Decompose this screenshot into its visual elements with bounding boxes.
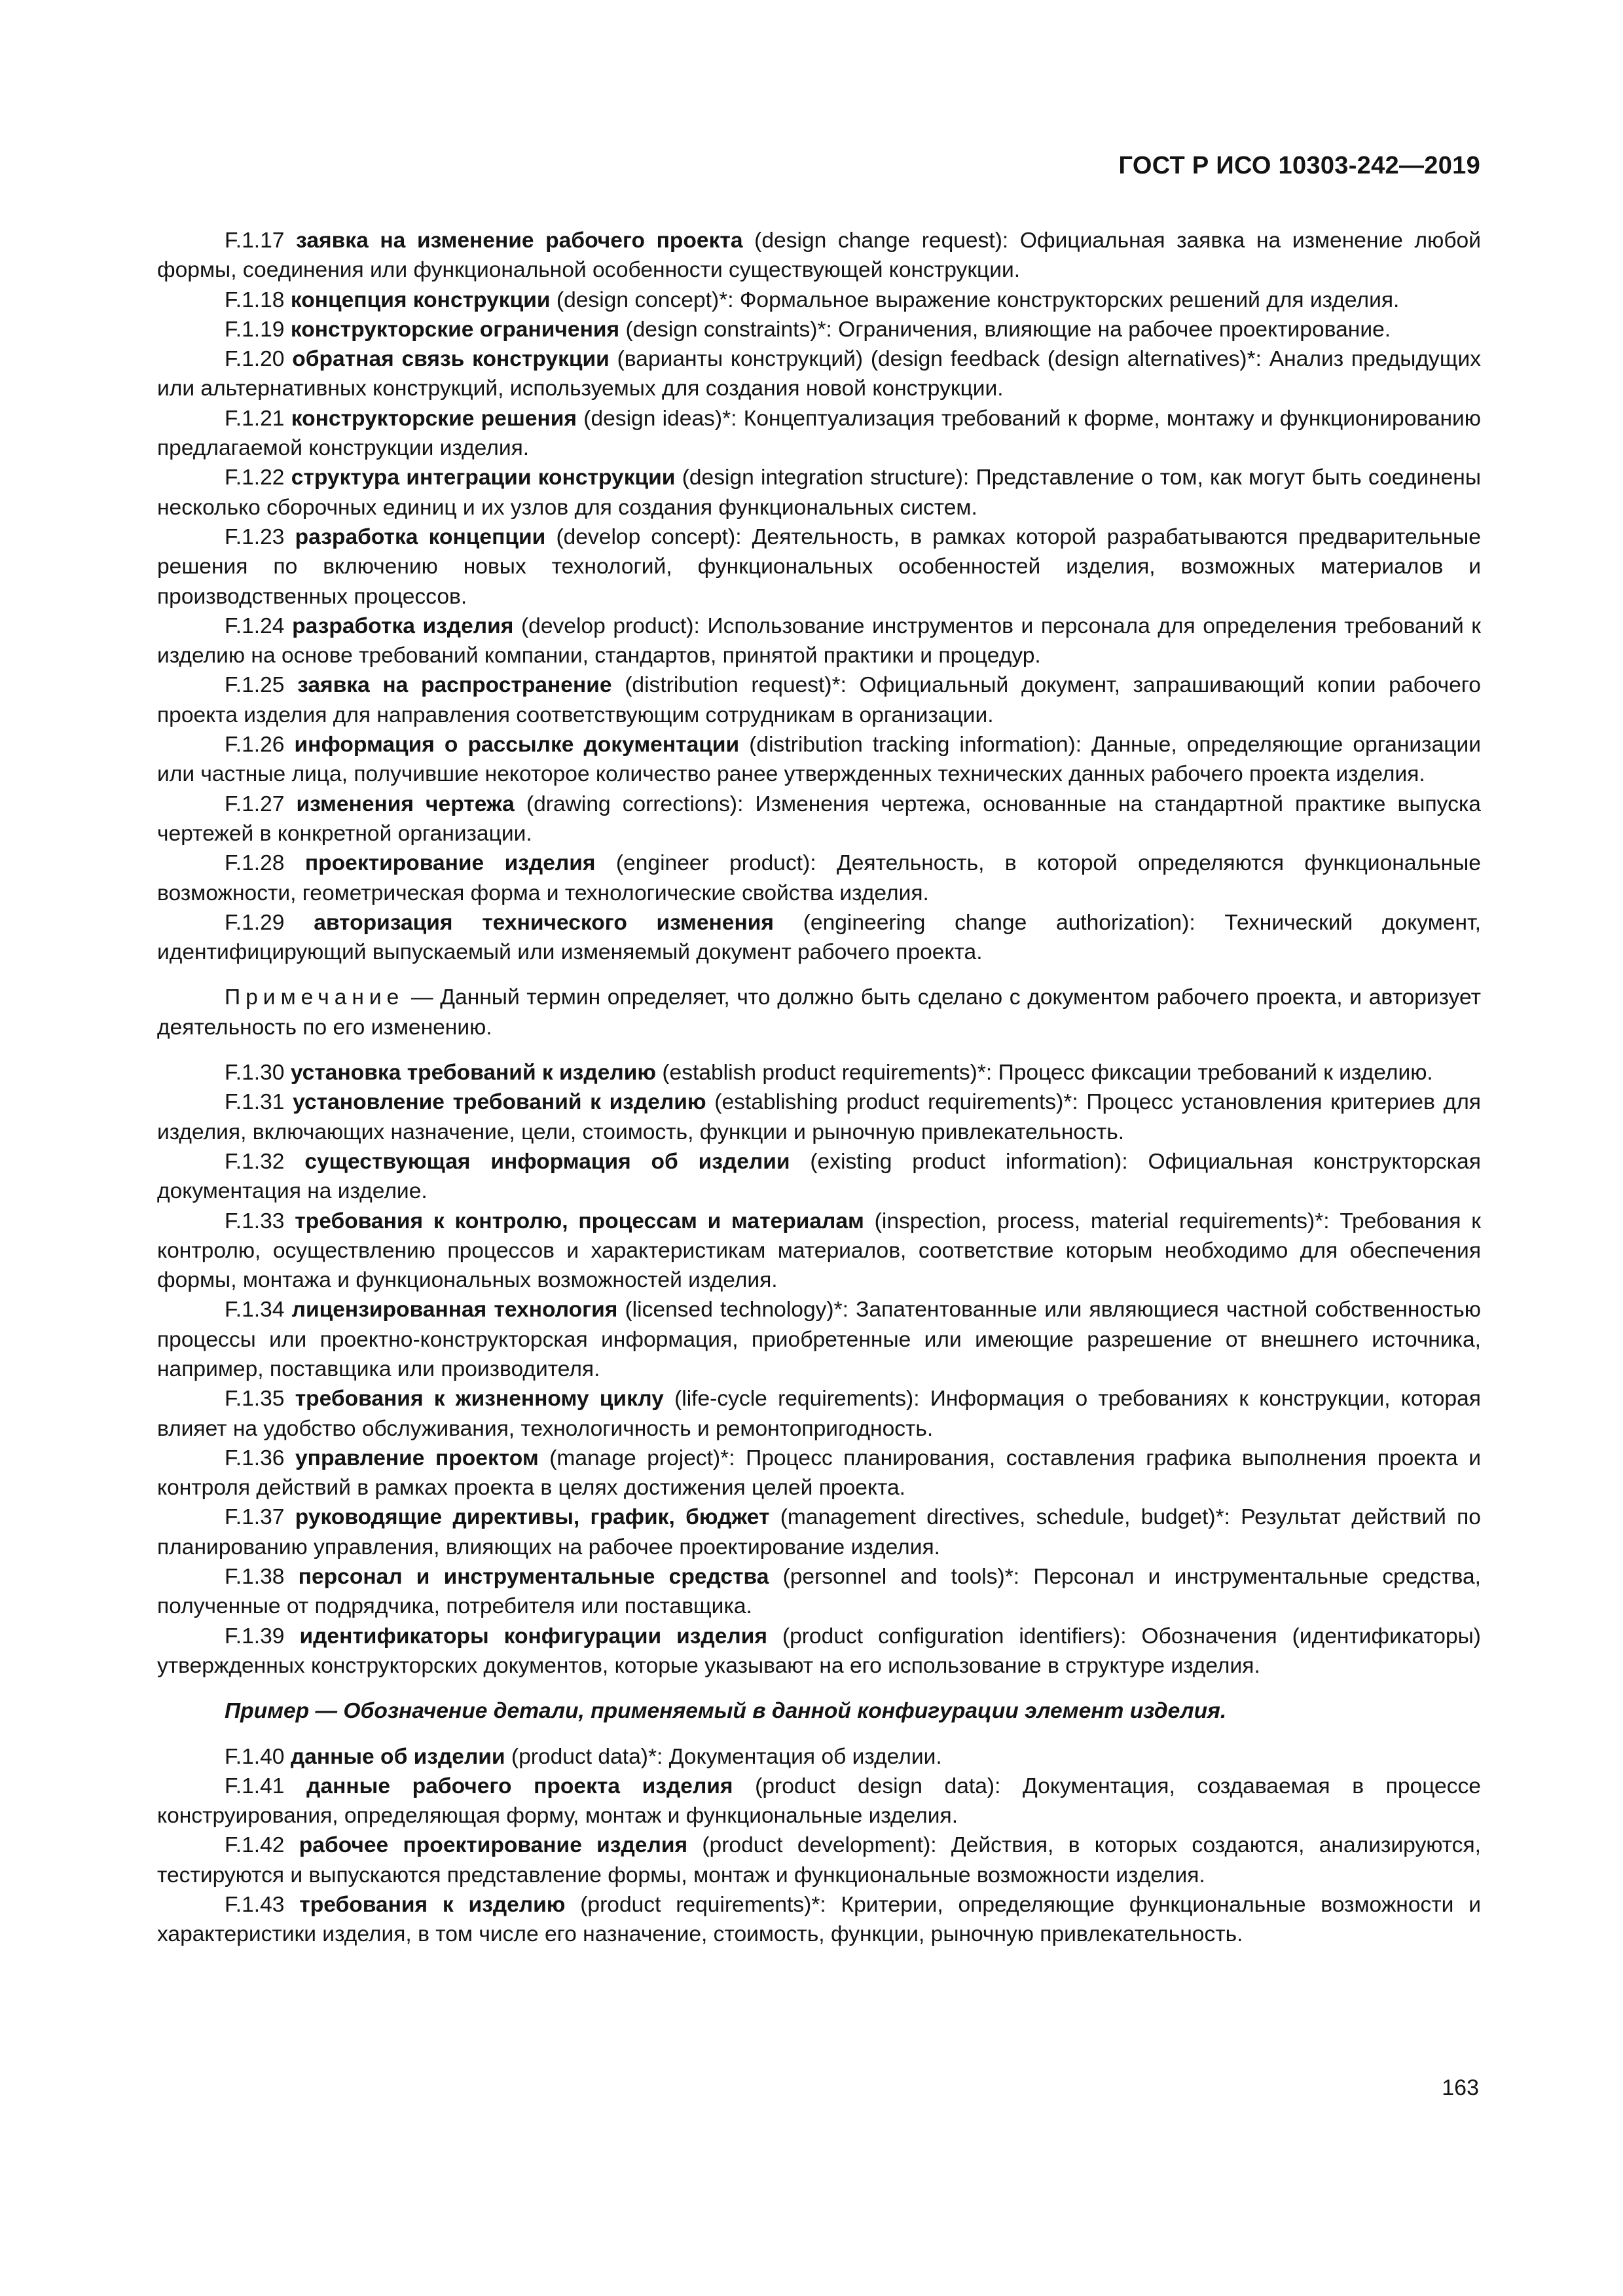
document-header: ГОСТ Р ИСО 10303-242—2019 [1118,152,1480,179]
entry-term: проектирование изделия [304,851,596,876]
page-number: 163 [1442,2075,1479,2100]
entry-number: F.1.30 [225,1061,285,1085]
entry-term: заявка на распространение [297,673,612,698]
entry-definition: (develop product): Использование инструментов и персонала для определения требований к изделию на основе требований компании, стандартов, принятой практики и процедур. [157,613,1481,668]
entry-term: заявка на изменение рабочего проекта [296,228,743,253]
example-paragraph: Пример — Обозначение детали, применяемый в данной конфигурации элемент изделия. [225,1699,1227,1724]
entry-number: F.1.25 [225,673,285,698]
entry-number: F.1.36 [225,1446,285,1470]
entry-definition: (engineering change authorization): Технический документ, идентифицирующий выпускаемый или изменяемый документ рабочего проекта. [157,910,1481,965]
entry-number: F.1.34 [225,1298,285,1322]
entry-definition: (distribution tracking information): Данные, определяющие организации или частные лица, получившие некоторое количество ранее утвержденных технических данных рабочего проекта изделия. [157,733,1481,787]
entry-number: F.1.37 [225,1505,285,1530]
note-text: — Данный термин определяет, что должно быть сделано с документом рабочего проекта, и авторизует деятельность по его изменению. [157,985,1481,1040]
definition-entry [157,1058,1481,1087]
glossary-content [157,226,1481,1950]
definition-entry [157,1772,1481,1831]
definition-entry [157,1384,1481,1444]
entry-definition: (product development): Действия, в которых создаются, анализируются, тестируются и выпускаются представление формы, монтаж и функциональные возможности изделия. [157,1833,1481,1887]
entry-term: существующая информация об изделии [304,1149,790,1174]
entry-term: данные об изделии [290,1744,505,1769]
entry-definition: (establishing product requirements)*: Процесс установления критериев для изделия, включающих назначение, цели, стоимость, функции и рыночную привлекательность. [157,1090,1481,1144]
definition-entry [157,908,1481,968]
entry-definition: (management directives, schedule, budget)*: Результат действий по планированию управления, влияющих на рабочее проектирование изделия. [157,1505,1481,1559]
entry-number: F.1.17 [225,228,285,253]
entry-definition: (design integration structure): Представление о том, как могут быть соединены несколько сборочных единиц и их узлов для создания функциональных систем. [157,465,1481,520]
entry-number: F.1.26 [225,733,285,757]
entry-term: изменения чертежа [296,792,515,816]
entry-number: F.1.41 [225,1774,285,1798]
definition-entry [157,1742,1481,1772]
entry-definition: (варианты конструкций) (design feedback (design alternatives)*: Анализ предыдущих или альтернативных конструкций, используемых для создания новой конструкции. [157,347,1481,401]
definition-entry [157,611,1481,671]
entry-definition: (life-cycle requirements): Информация о требованиях к конструкции, которая влияет на удобство обслуживания, технологичность и ремонтопригодность. [157,1387,1481,1441]
entry-term: данные рабочего проекта изделия [306,1774,733,1798]
entry-number: F.1.40 [225,1744,285,1769]
entry-term: разработка концепции [295,524,546,549]
entry-term: обратная связь конструкции [292,347,610,372]
entry-definition: (product configuration identifiers): Обозначения (идентификаторы) утвержденных конструкторских документов, которые указывают на его использование в структуре изделия. [157,1624,1481,1678]
entry-term: руководящие директивы, график, бюджет [295,1505,770,1530]
entry-definition: (design constraints)*: Ограничения, влияющие на рабочее проектирование. [625,317,1391,342]
entry-term: авторизация технического изменения [314,910,775,935]
entry-number: F.1.35 [225,1387,285,1412]
entry-term: идентификаторы конфигурации изделия [299,1624,767,1649]
entry-term: установление требований к изделию [293,1090,706,1115]
definition-entry [157,730,1481,790]
definition-entry [157,1890,1481,1950]
entry-term: установка требований к изделию [290,1061,657,1085]
entry-term: лицензированная технология [291,1298,618,1322]
definition-entry [157,848,1481,908]
entry-definition: (manage project)*: Процесс планирования, составления графика выполнения проекта и контроля действий в рамках проекта в целях достижения целей проекта. [157,1446,1481,1501]
entry-definition: (licensed technology)*: Запатентованные или являющиеся частной собственностью процессы или проектно-конструкторская информация, приобретенные или имеющие разрешение от внешнего источника, например, поставщика или производителя. [157,1298,1481,1381]
entry-term: требования к контролю, процессам и материалам [295,1209,864,1233]
entry-definition: (existing product information): Официальная конструкторская документация на изделие. [157,1149,1481,1204]
entry-number: F.1.21 [225,406,285,431]
entry-term: конструкторские решения [291,406,577,431]
definition-entry [157,1622,1481,1681]
definition-entry [157,1207,1481,1296]
entries-group-a [157,226,1481,967]
entry-definition: (drawing corrections): Изменения чертежа, основанные на стандартной практике выпуска чертежей в конкретной организации. [157,792,1481,846]
entry-definition: (engineer product): Деятельность, в которой определяются функциональные возможности, геометрическая форма и технологические свойства изделия. [157,851,1481,905]
entries-group-c [157,1742,1481,1950]
entries-group-b [157,1058,1481,1681]
entry-definition: (inspection, process, material requirements)*: Требования к контролю, осуществлению процессов и характеристикам материалов, соответствие которым необходимо для обеспечения формы, монтажа и функциональных возможностей изделия. [157,1209,1481,1293]
entry-number: F.1.24 [225,613,285,638]
note-label: Примечание [225,985,405,1010]
definition-entry [157,1831,1481,1890]
entry-number: F.1.27 [225,792,285,816]
entry-definition: (distribution request)*: Официальный документ, запрашивающий копии рабочего проекта изделия для направления соответствующим сотрудникам в организации. [157,673,1481,727]
definition-entry [157,1444,1481,1503]
entry-number: F.1.33 [225,1209,285,1233]
entry-number: F.1.23 [225,524,285,549]
entry-number: F.1.22 [225,465,285,490]
definition-entry [157,226,1481,285]
definition-entry [157,1503,1481,1562]
entry-definition: (product requirements)*: Критерии, определяющие функциональные возможности и характеристики изделия, в том числе его назначение, стоимость, функции, рыночную привлекательность. [157,1893,1481,1947]
definition-entry [157,404,1481,464]
entry-definition: (design change request): Официальная заявка на изменение любой формы, соединения или функциональной особенности существующей конструкции. [157,228,1481,283]
entry-term: требования к изделию [299,1893,566,1918]
entry-number: F.1.19 [225,317,285,342]
definition-entry [157,315,1481,344]
entry-number: F.1.42 [225,1833,285,1858]
entry-number: F.1.28 [225,851,285,876]
entry-number: F.1.29 [225,910,285,935]
definition-entry [157,1562,1481,1622]
entry-term: рабочее проектирование изделия [299,1833,688,1858]
definition-entry [157,1147,1481,1207]
definition-entry [157,285,1481,315]
entry-number: F.1.31 [225,1090,285,1115]
entry-definition: (develop concept): Деятельность, в рамках которой разрабатываются предварительные решения по включению новых технологий, функциональных особенностей изделия, возможных материалов и производственных процессов. [157,524,1481,609]
entry-definition: (personnel and tools)*: Персонал и инструментальные средства, полученные от подрядчика, потребителя или поставщика. [157,1565,1481,1619]
entry-definition: (product design data): Документация, создаваемая в процессе конструирования, определяющая форму, монтаж и функциональные изделия. [157,1774,1481,1829]
entry-term: конструкторские ограничения [290,317,620,342]
note-paragraph [157,983,1481,1042]
definition-entry [157,670,1481,730]
entry-term: структура интеграции конструкции [291,465,676,490]
entry-number: F.1.39 [225,1624,285,1649]
definition-entry [157,522,1481,611]
entry-definition: (design concept)*: Формальное выражение конструкторских решений для изделия. [556,287,1400,312]
definition-entry [157,1295,1481,1384]
entry-term: персонал и инструментальные средства [298,1565,769,1590]
entry-definition: (design ideas)*: Концептуализация требований к форме, монтажу и функционированию предлагаемой конструкции изделия. [157,406,1481,461]
entry-term: разработка изделия [292,613,514,638]
definition-entry [157,344,1481,404]
entry-number: F.1.38 [225,1565,285,1590]
entry-number: F.1.18 [225,287,285,312]
definition-entry [157,790,1481,849]
entry-number: F.1.20 [225,347,285,372]
entry-term: информация о рассылке документации [294,733,740,757]
entry-term: требования к жизненному циклу [295,1387,664,1412]
entry-definition: (product data)*: Документация об изделии. [511,1744,942,1769]
entry-definition: (establish product requirements)*: Процесс фиксации требований к изделию. [662,1061,1433,1085]
entry-number: F.1.32 [225,1149,285,1174]
definition-entry [157,1087,1481,1147]
definition-entry [157,463,1481,522]
entry-term: концепция конструкции [290,287,551,312]
entry-term: управление проектом [295,1446,539,1470]
entry-number: F.1.43 [225,1893,285,1918]
